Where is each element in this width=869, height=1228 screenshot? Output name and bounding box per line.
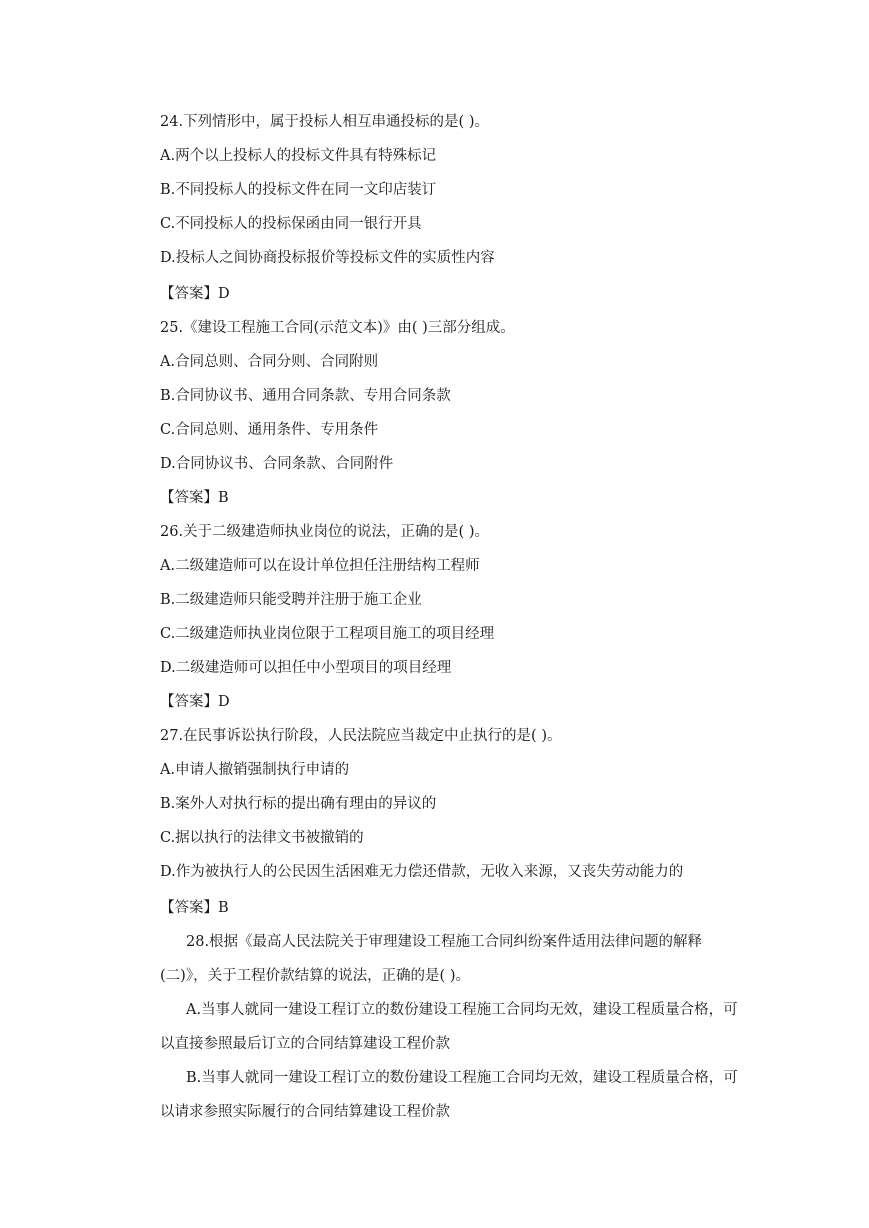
question-27-option-b: B.案外人对执行标的提出确有理由的异议的 [160,796,437,812]
question-24-answer: 【答案】D [160,286,230,302]
question-25-answer: 【答案】B [160,490,229,506]
question-28-option-b-line-2: 以请求参照实际履行的合同结算建设工程价款 [160,1104,450,1120]
question-24-option-b: B.不同投标人的投标文件在同一文印店装订 [160,182,437,198]
question-26-option-d: D.二级建造师可以担任中小型项目的项目经理 [160,660,452,676]
question-28-option-a-line-1: A.当事人就同一建设工程订立的数份建设工程施工合同均无效，建设工程质量合格，可 [186,1002,738,1018]
question-25-option-c: C.合同总则、通用条件、专用条件 [160,422,379,438]
question-24-option-a: A.两个以上投标人的投标文件具有特殊标记 [160,148,437,164]
question-24-stem: 24.下列情形中，属于投标人相互串通投标的是( )。 [160,114,489,130]
question-27-option-d: D.作为被执行人的公民因生活困难无力偿还借款，无收入来源，又丧失劳动能力的 [160,864,684,880]
question-25-option-a: A.合同总则、合同分则、合同附则 [160,354,379,370]
question-25-option-b: B.合同协议书、通用合同条款、专用合同条款 [160,388,451,404]
question-24-option-d: D.投标人之间协商投标报价等投标文件的实质性内容 [160,250,495,266]
question-28-option-b-line-1: B.当事人就同一建设工程订立的数份建设工程施工合同均无效，建设工程质量合格，可 [186,1070,738,1086]
question-26-stem: 26.关于二级建造师执业岗位的说法，正确的是( )。 [160,524,489,540]
question-26-option-a: A.二级建造师可以在设计单位担任注册结构工程师 [160,558,480,574]
question-25-option-d: D.合同协议书、合同条款、合同附件 [160,456,394,472]
question-26-answer: 【答案】D [160,694,230,710]
question-25-stem: 25.《建设工程施工合同(示范文本)》由( )三部分组成。 [160,320,515,336]
question-27-option-c: C.据以执行的法律文书被撤销的 [160,830,364,846]
question-28-stem-line-2: (二)》，关于工程价款结算的说法，正确的是( )。 [160,968,470,984]
question-26-option-c: C.二级建造师执业岗位限于工程项目施工的项目经理 [160,626,495,642]
question-26-option-b: B.二级建造师只能受聘并注册于施工企业 [160,592,422,608]
question-27-option-a: A.申请人撤销强制执行申请的 [160,762,350,778]
question-27-answer: 【答案】B [160,900,229,916]
question-28-stem-line-1: 28.根据《最高人民法院关于审理建设工程施工合同纠纷案件适用法律问题的解释 [186,934,703,950]
question-28-option-a-line-2: 以直接参照最后订立的合同结算建设工程价款 [160,1036,450,1052]
question-24-option-c: C.不同投标人的投标保函由同一银行开具 [160,216,422,232]
question-27-stem: 27.在民事诉讼执行阶段，人民法院应当裁定中止执行的是( )。 [160,728,562,744]
